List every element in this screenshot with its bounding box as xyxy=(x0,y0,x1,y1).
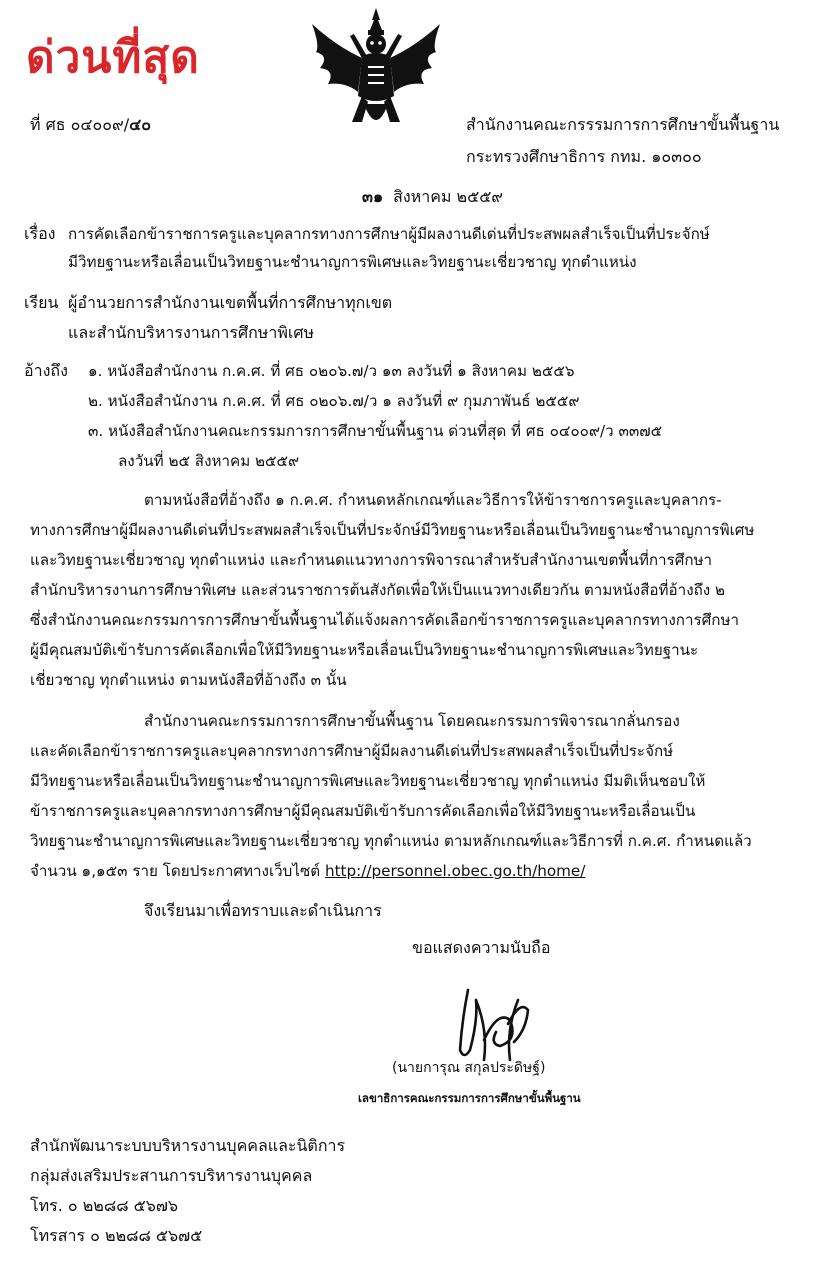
issuing-agency: สำนักงานคณะกรรรมการการศึกษาขั้นพื้นฐาน xyxy=(466,115,780,134)
references-label: อ้างถึง xyxy=(24,361,68,380)
footer-office: สำนักพัฒนาระบบบริหารงานบุคคลและนิติการ xyxy=(30,1136,346,1155)
addressee-line: และสำนักบริหารงานการศึกษาพิเศษ xyxy=(68,323,315,342)
date-month-year: สิงหาคม ๒๕๕๙ xyxy=(393,187,504,206)
urgent-stamp: ด่วนที่สุด xyxy=(26,32,200,83)
closing-request: จึงเรียนมาเพื่อทราบและดำเนินการ xyxy=(144,901,382,920)
reference-item: ๑. หนังสือสำนักงาน ก.ค.ศ. ที่ ศธ ๐๒๐๖.๗/ว ๑๓ ลงวันที่ ๑ สิงหาคม ๒๕๕๖ xyxy=(88,362,575,380)
body-paragraph-1-line: ทางการศึกษาผู้มีผลงานดีเด่นที่ประสพผลสำเร็จเป็นที่ประจักษ์มีวิทยฐานะหรือเลื่อนเป็นวิทยฐานะชำนาญการพิเศษ xyxy=(30,521,755,539)
body-paragraph-2-last-line xyxy=(30,859,585,883)
body-paragraph-2-line: มีวิทยฐานะหรือเลื่อนเป็นวิทยฐานะชำนาญการพิเศษและวิทยฐานะเชี่ยวชาญ ทุกตำแหน่ง มีมติเห็นชอบให้ xyxy=(30,772,706,790)
body-paragraph-2-line: และคัดเลือกข้าราชการครูและบุคลากรทางการศึกษาผู้มีผลงานดีเด่นที่ประสพผลสำเร็จเป็นที่ประจักษ์ xyxy=(30,742,674,760)
footer-fax: โทรสาร ๐ ๒๒๘๘ ๕๖๗๕ xyxy=(30,1226,203,1245)
subject-line: การคัดเลือกข้าราชการครูและบุคลากรทางการศึกษาผู้มีผลงานดีเด่นที่ประสพผลสำเร็จเป็นที่ประจักษ์ xyxy=(68,225,710,243)
document-number-prefix: ที่ ศธ ๐๔๐๐๙/ xyxy=(30,115,130,134)
body-paragraph-2-line: วิทยฐานะชำนาญการพิเศษและวิทยฐานะเชี่ยวชาญ ทุกตำแหน่ง ตามหลักเกณฑ์และวิธีการที่ ก.ค.ศ. กำหนดแล้ว xyxy=(30,832,752,850)
addressee-label: เรียน xyxy=(24,293,59,312)
date-day: ๓๑ xyxy=(362,187,384,206)
subject-line: มีวิทยฐานะหรือเลื่อนเป็นวิทยฐานะชำนาญการพิเศษและวิทยฐานะเชี่ยวชาญ ทุกตำแหน่ง xyxy=(68,253,637,271)
agency-address: กระทรวงศึกษาธิการ กทม. ๑๐๓๐๐ xyxy=(466,147,702,166)
body-paragraph-1-line: ผู้มีคุณสมบัติเข้ารับการคัดเลือกเพื่อให้มีวิทยฐานะหรือเลื่อนเป็นวิทยฐานะชำนาญการพิเศษและวิทยฐานะ xyxy=(30,641,699,659)
body-paragraph-1-line: ตามหนังสือที่อ้างถึง ๑ ก.ค.ศ. กำหนดหลักเกณฑ์และวิธีการให้ข้าราชการครูและบุคลากร- xyxy=(144,491,722,509)
signer-position: เลขาธิการคณะกรรมการการศึกษาขั้นพื้นฐาน xyxy=(358,1091,581,1105)
body-paragraph-1-line: ซึ่งสำนักงานคณะกรรมการการศึกษาขั้นพื้นฐานได้แจ้งผลการคัดเลือกข้าราชการครูและบุคลากรทางการศึกษา xyxy=(30,611,740,629)
subject-label: เรื่อง xyxy=(24,224,56,243)
body-paragraph-1-line: และวิทยฐานะเชี่ยวชาญ ทุกตำแหน่ง และกำหนดแนวทางการพิจารณาสำหรับสำนักงานเขตพื้นที่การศึกษา xyxy=(30,551,713,569)
body-paragraph-2-line: สำนักงานคณะกรรมการการศึกษาขั้นพื้นฐาน โดยคณะกรรมการพิจารณากลั่นกรอง xyxy=(144,712,680,730)
reference-item: ๒. หนังสือสำนักงาน ก.ค.ศ. ที่ ศธ ๐๒๐๖.๗/ว ๑ ลงวันที่ ๙ กุมภาพันธ์ ๒๕๕๙ xyxy=(88,392,580,410)
reference-item: ๓. หนังสือสำนักงานคณะกรรมการการศึกษาขั้นพื้นฐาน ด่วนที่สุด ที่ ศธ ๐๔๐๐๙/ว ๓๓๗๕ xyxy=(88,422,663,440)
document-number xyxy=(30,113,151,138)
body-paragraph-1-line: สำนักบริหารงานการศึกษาพิเศษ และส่วนราชการต้นสังกัดเพื่อให้เป็นแนวทางเดียวกัน ตามหนังสือที่อ้างถึง ๒ xyxy=(30,581,726,599)
document-number-handwritten: ๔๐ xyxy=(129,115,152,134)
reference-item-continued: ลงวันที่ ๒๕ สิงหาคม ๒๕๕๙ xyxy=(118,452,300,470)
footer-phone: โทร. ๐ ๒๒๘๘ ๕๖๗๖ xyxy=(30,1196,179,1215)
document-date xyxy=(362,185,503,210)
footer-group: กลุ่มส่งเสริมประสานการบริหารงานบุคคล xyxy=(30,1166,313,1185)
body-paragraph-1-line: เชี่ยวชาญ ทุกตำแหน่ง ตามหนังสือที่อ้างถึง ๓ นั้น xyxy=(30,671,347,689)
body-paragraph-2-line: ข้าราชการครูและบุคลากรทางการศึกษาผู้มีคุณสมบัติเข้ารับการคัดเลือกเพื่อให้มีวิทยฐานะหรือเลื่อนเป็น xyxy=(30,802,696,820)
announcement-count-text: จำนวน ๑,๑๕๓ ราย โดยประกาศทางเว็บไซต์ xyxy=(30,862,325,880)
closing-salutation: ขอแสดงความนับถือ xyxy=(412,938,551,957)
addressee-line: ผู้อำนวยการสำนักงานเขตพื้นที่การศึกษาทุกเขต xyxy=(68,293,393,312)
garuda-emblem-icon xyxy=(306,6,446,136)
personnel-website-link[interactable]: http://personnel.obec.go.th/home/ xyxy=(324,862,586,880)
signer-name: (นายการุณ สกุลประดิษฐ์) xyxy=(392,1060,546,1076)
